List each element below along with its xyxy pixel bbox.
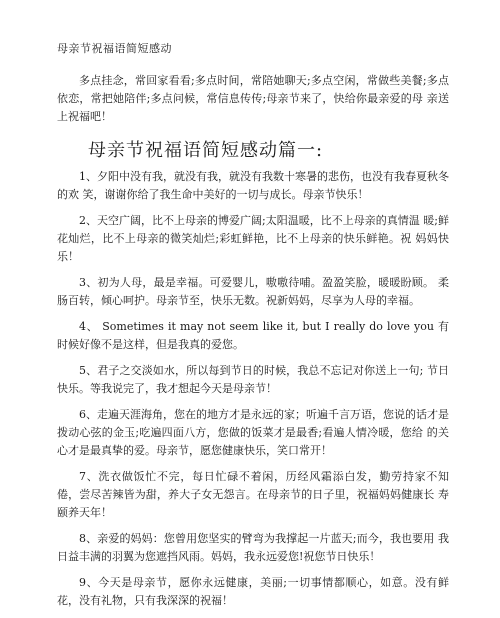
intro-paragraph: 多点挂念，常回家看看;多点时间，常陪她聊天;多点空闲，常做些美餐;多点依恋，常把她陪伴;多点问候，常信息传传;母亲节来了，快给你最亲爱的母 亲送上祝福吧！ — [57, 74, 449, 123]
list-item: 4、 Sometimes it may not seem like it, but I really do love you 有时候好像不是这样，但是我真的爱您。 — [57, 320, 449, 351]
list-item: 1、夕阳中没有我，就没有我，就没有我数十寒暑的悲伤，也没有我春夏秋冬的欢 笑，谢谢你给了我生命中美好的一切与成长。母亲节快乐！ — [57, 170, 449, 201]
list-item: 8、亲爱的妈妈：您曾用您坚实的臂弯为我撑起一片蓝天;而今，我也要用 我日益丰满的羽翼为您遮挡风雨。妈妈，我永远爱您!祝您节日快乐！ — [57, 532, 449, 563]
blessing-list — [57, 168, 449, 618]
document-title: 母亲节祝福语简短感动 — [57, 42, 172, 55]
section-heading: 母亲节祝福语简短感动篇一: — [88, 140, 324, 161]
list-item: 6、走遍天涯海角，您在的地方才是永远的家；听遍千言万语，您说的话才是拨动心弦的金玉;吃遍四面八方，您做的饭菜才是最香;看遍人情冷暖，您给 的关心才是最真挚的爱。母亲节，愿您健康快乐，笑口常开！ — [57, 408, 449, 457]
list-item: 7、洗衣做饭忙不完，每日忙碌不着闲，历经风霜添白发，勤劳持家不知 倦，尝尽苦辣皆为甜，养大子女无怨言。在母亲节的日子里，祝福妈妈健康长 寿颐养天年！ — [57, 470, 449, 519]
list-item: 3、初为人母，最是幸福。可爱婴儿，嗷嗷待哺。盈盈笑脸，暖暖盼顾。 柔肠百转，倾心呵护。母亲节至，快乐无数。祝新妈妈，尽享为人母的幸福。 — [57, 276, 449, 307]
list-item: 5、君子之交淡如水，所以每到节日的时候，我总不忘记对你送上一句; 节日快乐。等我说完了，我才想起今天是母亲节！ — [57, 364, 449, 395]
list-item: 9、今天是母亲节，愿你永远健康，美丽;一切事情都顺心，如意。没有鲜 花，没有礼物，只有我深深的祝福！ — [57, 576, 449, 607]
list-item: 2、天空广阔，比不上母亲的博爱广阔;太阳温暖，比不上母亲的真情温 暖;鲜花灿烂，比不上母亲的微笑灿烂;彩虹鲜艳，比不上母亲的快乐鲜艳。祝 妈妈快乐！ — [57, 214, 449, 263]
